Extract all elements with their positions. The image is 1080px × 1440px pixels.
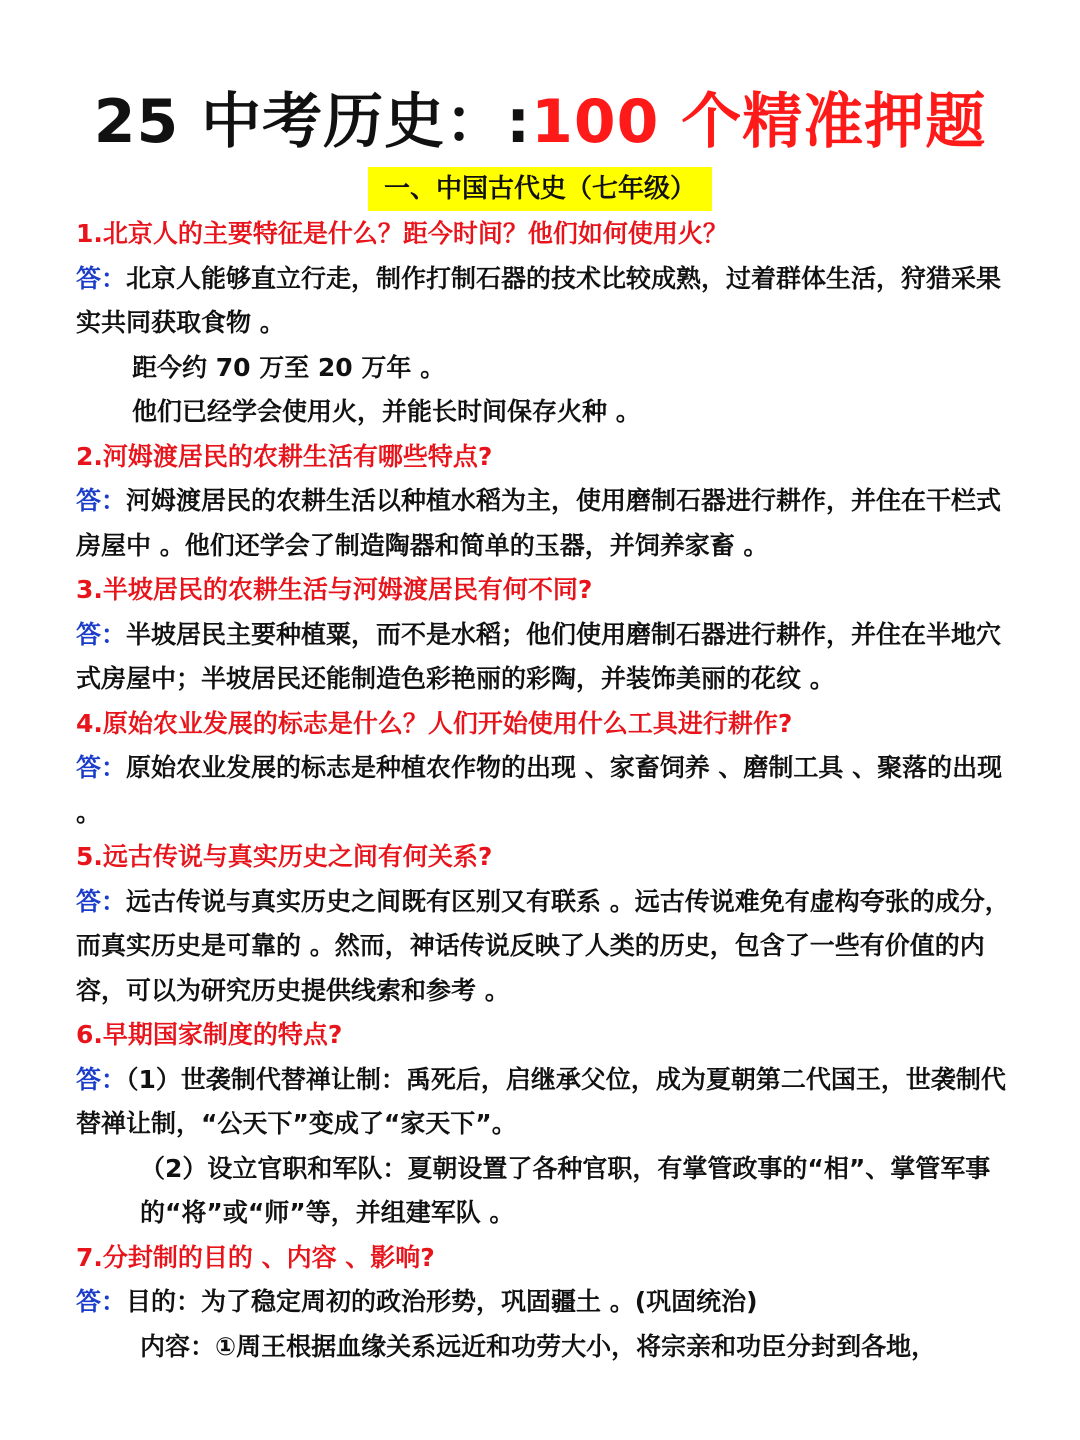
answer-5 <box>76 880 1016 1014</box>
answer-2 <box>76 479 1016 568</box>
answer-1 <box>76 257 1016 346</box>
answer-7-extra: 内容：①周王根据血缘关系远近和功劳大小，将宗亲和功臣分封到各地， <box>140 1331 937 1361</box>
answer-text: 远古传说与真实历史之间既有区别又有联系 。远古传说难免有虚构夸张的成分，而真实历史是可靠的 。然而，神话传说反映了人类的历史，包含了一些有价值的内容，可以为研究历史提供线索和参考 。 <box>76 886 1010 1005</box>
section-heading-wrap <box>0 167 1080 211</box>
question-7: 7.分封制的目的 、内容 、影响? <box>76 1242 435 1272</box>
title-part-red: 100 个精准押题 <box>531 87 987 157</box>
page-title <box>0 80 1080 164</box>
answer-label: 答： <box>76 263 127 293</box>
answer-1-extra-1: 距今约 70 万至 20 万年 。 <box>132 352 446 382</box>
question-2: 2.河姆渡居民的农耕生活有哪些特点? <box>76 441 493 471</box>
answer-text: 北京人能够直立行走，制作打制石器的技术比较成熟，过着群体生活，狩猎采果实共同获取食物 。 <box>76 263 1002 337</box>
answer-3 <box>76 613 1016 702</box>
answer-label: 答： <box>76 886 127 916</box>
section-heading: 一、中国古代史（七年级） <box>368 167 712 211</box>
answer-label: 答： <box>76 753 127 782</box>
answer-text: 目的：为了稳定周初的政治形势，巩固疆土 。(巩固统治) <box>126 1287 758 1316</box>
question-1: 1.北京人的主要特征是什么？距今时间？他们如何使用火？ <box>76 219 728 248</box>
question-4: 4.原始农业发展的标志是什么？人们开始使用什么工具进行耕作? <box>76 708 793 738</box>
answer-label: 答： <box>76 1287 127 1316</box>
title-part-black: 25 中考历史：: <box>93 87 532 157</box>
answer-text: 半坡居民主要种植粟，而不是水稻；他们使用磨制石器进行耕作，并住在半地穴式房屋中；半坡居民还能制造色彩艳丽的彩陶，并装饰美丽的花纹 。 <box>76 619 1002 693</box>
answer-1-extra-2: 他们已经学会使用火，并能长时间保存火种 。 <box>132 397 641 426</box>
answer-label: 答： <box>76 619 127 649</box>
answer-text: 原始农业发展的标志是种植农作物的出现 、家畜饲养 、磨制工具 、聚落的出现 。 <box>76 753 1003 827</box>
answer-text: （1）世袭制代替禅让制：禹死后，启继承父位，成为夏朝第二代国王，世袭制代替禅让制，“公天下”变成了“家天下”。 <box>76 1064 1006 1138</box>
answer-text: 河姆渡居民的农耕生活以种植水稻为主，使用磨制石器进行耕作，并住在干栏式房屋中 。他们还学会了制造陶器和简单的玉器，并饲养家畜 。 <box>76 486 1002 560</box>
answer-label: 答： <box>76 1064 127 1094</box>
question-5: 5.远古传说与真实历史之间有何关系? <box>76 842 493 871</box>
qa-list <box>76 212 1016 1369</box>
answer-label: 答： <box>76 486 127 515</box>
question-3: 3.半坡居民的农耕生活与河姆渡居民有何不同? <box>76 575 593 604</box>
answer-4 <box>76 746 1016 835</box>
answer-7 <box>76 1280 1016 1325</box>
question-6: 6.早期国家制度的特点? <box>76 1020 343 1049</box>
answer-6 <box>76 1058 1016 1147</box>
answer-6-extra: （2）设立官职和军队：夏朝设置了各种官职，有掌管政事的“相”、掌管军事的“将”或“师”等，并组建军队 。 <box>140 1153 991 1227</box>
